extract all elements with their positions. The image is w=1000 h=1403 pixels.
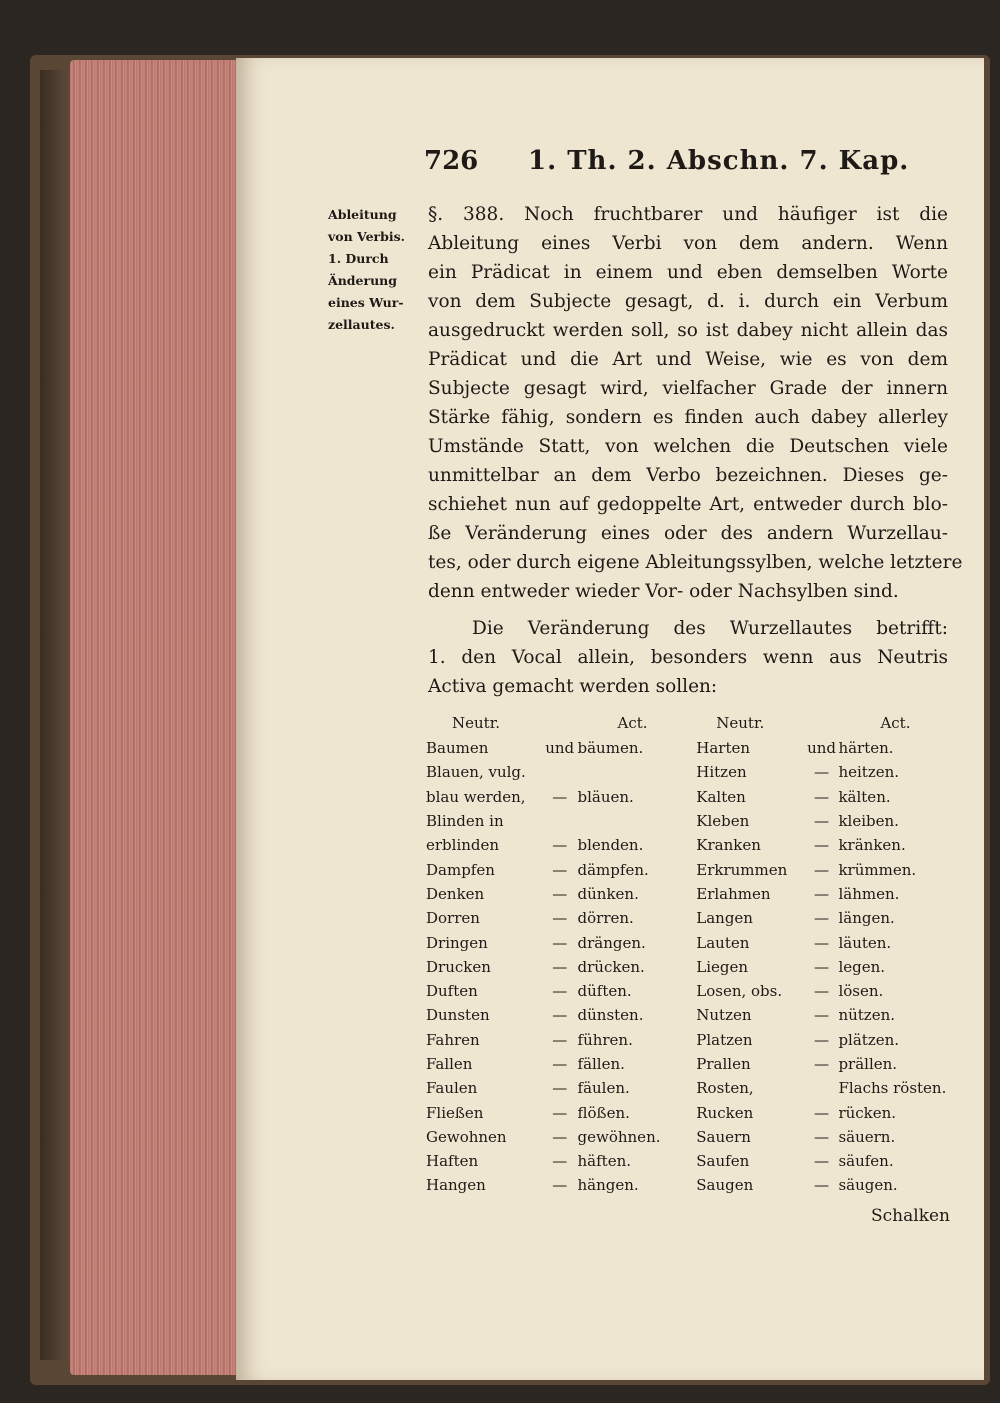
table-cell <box>578 760 691 784</box>
table-cell: blau werden, <box>426 787 526 806</box>
table-cell: Blinden in <box>426 812 504 831</box>
table-cell: dörren. <box>577 909 634 928</box>
table-cell: und <box>545 739 575 758</box>
table-cell: — <box>814 957 830 976</box>
table-cell: Fahren <box>426 1030 480 1049</box>
table-cell: — <box>814 1006 830 1025</box>
margin-note <box>328 204 416 336</box>
table-cell: prällen. <box>838 1055 898 1073</box>
table-cell: — <box>814 884 830 903</box>
page-edges <box>70 60 240 1375</box>
text-line: Umstände Statt, von welchen die Deutschen viele <box>428 436 948 457</box>
table-cell: — <box>814 909 830 928</box>
table-cell: Baumen <box>426 739 489 758</box>
table-row <box>426 809 966 833</box>
text-line: tes, oder durch eigene Ableitungssylben, welche letztere <box>428 552 963 573</box>
table-cell: heitzen. <box>838 763 900 782</box>
table-cell: säufen. <box>838 1152 894 1171</box>
table-cell <box>542 760 578 784</box>
table-cell: — <box>552 1152 568 1171</box>
table-cell: härten. <box>838 739 894 758</box>
table-cell: hängen. <box>577 1176 639 1195</box>
table-cell: — <box>552 1079 568 1098</box>
table-row <box>426 906 966 930</box>
table-cell: Dampfen <box>426 860 495 879</box>
margin-note-line: Ableitung <box>328 207 397 222</box>
table-cell <box>578 809 691 833</box>
margin-note-line: von Verbis. <box>328 229 406 244</box>
paragraph-vowel-change <box>428 614 948 701</box>
table-cell: — <box>552 1176 568 1195</box>
table-row <box>426 1076 966 1100</box>
page-number: 726 <box>424 146 479 176</box>
table-row <box>426 1125 966 1149</box>
text-line: schiehet nun auf gedoppelte Art, entweder durch blo- <box>428 494 948 515</box>
text-line: ausgedruckt werden soll, so ist dabey nicht allein das <box>428 320 948 341</box>
margin-note-line: Änderung <box>328 273 397 288</box>
table-cell: — <box>552 1055 568 1073</box>
table-cell: lähmen. <box>838 884 900 903</box>
table-cell: Harten <box>696 739 751 758</box>
table-cell: — <box>552 1103 568 1122</box>
table-cell: säugen. <box>838 1176 898 1195</box>
text-line: ein Prädicat in einem und eben demselben Worte <box>428 262 948 283</box>
paragraph-388 <box>428 200 963 606</box>
text-line: Subjecte gesagt wird, vielfacher Grade der innern <box>428 378 948 399</box>
table-cell: — <box>814 836 830 855</box>
table-cell: Rosten, <box>696 1079 754 1098</box>
table-cell: läuten. <box>838 933 892 952</box>
table-cell: Nutzen <box>696 1006 752 1025</box>
table-cell: — <box>552 836 568 855</box>
table-row <box>426 1100 966 1124</box>
table-cell: — <box>814 1030 830 1049</box>
table-cell: — <box>814 1176 830 1195</box>
table-cell: Gewohnen <box>426 1127 507 1146</box>
catchword: Schalken <box>871 1206 950 1226</box>
table-cell: Faulen <box>426 1079 478 1098</box>
table-cell: Rucken <box>696 1103 754 1122</box>
table-header-row <box>426 710 966 736</box>
table-cell: drängen. <box>577 933 646 952</box>
table-cell: und <box>807 739 836 758</box>
verb-table-body <box>426 736 966 1198</box>
table-cell: — <box>552 1006 568 1025</box>
column-header: Neutr. <box>716 714 765 732</box>
table-cell: Prallen <box>696 1055 751 1073</box>
margin-note-line: zellautes. <box>328 317 395 332</box>
table-row <box>426 955 966 979</box>
table-cell: plätzen. <box>838 1030 900 1049</box>
table-cell: — <box>814 763 830 782</box>
column-header: Neutr. <box>452 714 500 732</box>
table-cell: Losen, obs. <box>696 982 783 1001</box>
table-cell: krümmen. <box>838 860 917 879</box>
column-header <box>805 710 839 736</box>
table-cell: längen. <box>838 909 895 928</box>
text-line: 1. den Vocal allein, besonders wenn aus Neutris <box>428 647 948 668</box>
table-row <box>426 1052 966 1076</box>
table-cell: fäulen. <box>577 1079 630 1098</box>
table-cell: — <box>552 1030 568 1049</box>
table-cell: Lauten <box>696 933 750 952</box>
table-cell: Blauen, vulg. <box>426 763 526 782</box>
table-cell: Flachs rösten. <box>838 1079 947 1098</box>
table-cell: Saugen <box>696 1176 754 1195</box>
table-row <box>426 1173 966 1197</box>
table-cell: — <box>552 909 568 928</box>
table-cell: — <box>552 787 568 806</box>
table-cell: kränken. <box>838 836 906 855</box>
table-cell: Platzen <box>696 1030 753 1049</box>
table-row <box>426 785 966 809</box>
running-title: 1. Th. 2. Abschn. 7. Kap. <box>528 146 910 176</box>
table-row <box>426 833 966 857</box>
table-cell: Hitzen <box>696 763 747 782</box>
table-cell: — <box>552 957 568 976</box>
table-cell: flößen. <box>577 1103 630 1122</box>
table-row <box>426 857 966 881</box>
table-cell: Hangen <box>426 1176 486 1195</box>
verb-table <box>426 710 966 1198</box>
table-cell: — <box>552 884 568 903</box>
table-row <box>426 979 966 1003</box>
table-cell: blenden. <box>577 836 644 855</box>
table-cell: Liegen <box>696 957 749 976</box>
page-header <box>236 146 984 186</box>
table-cell: — <box>814 1103 830 1122</box>
text-line: unmittelbar an dem Verbo bezeichnen. Dieses ge- <box>428 465 948 486</box>
table-cell: rücken. <box>838 1103 897 1122</box>
table-cell: — <box>814 1152 830 1171</box>
table-row <box>426 1149 966 1173</box>
margin-note-line: eines Wur- <box>328 295 404 310</box>
table-cell: — <box>552 933 568 952</box>
table-cell: gewöhnen. <box>577 1127 661 1146</box>
text-line: Prädicat und die Art und Weise, wie es von dem <box>428 349 948 370</box>
table-cell: bäumen. <box>577 739 644 758</box>
table-cell: — <box>814 812 830 831</box>
table-cell: Dringen <box>426 933 488 952</box>
column-header <box>542 710 578 736</box>
table-cell: — <box>814 1055 830 1073</box>
table-row <box>426 930 966 954</box>
table-cell: bläuen. <box>577 787 634 806</box>
table-cell: lösen. <box>838 982 884 1001</box>
table-cell: Denken <box>426 884 485 903</box>
table-cell: — <box>814 860 830 879</box>
table-cell: Saufen <box>696 1152 750 1171</box>
table-cell: Fließen <box>426 1103 484 1122</box>
table-cell: dünken. <box>577 884 639 903</box>
table-cell: Fallen <box>426 1055 473 1073</box>
table-cell: Dunsten <box>426 1006 490 1025</box>
text-line: §. 388. Noch fruchtbarer und häufiger ist die <box>428 204 948 225</box>
table-cell: Sauern <box>696 1127 751 1146</box>
table-cell: häften. <box>577 1152 632 1171</box>
column-header: Act. <box>880 714 911 732</box>
table-cell: Kranken <box>696 836 761 855</box>
table-cell: kleiben. <box>838 812 899 831</box>
text-line: Ableitung eines Verbi von dem andern. Wenn <box>428 233 948 254</box>
text-line: Activa gemacht werden sollen: <box>428 676 718 697</box>
table-cell: Dorren <box>426 909 480 928</box>
table-row <box>426 882 966 906</box>
table-cell: fällen. <box>577 1055 625 1073</box>
table-cell: Drucken <box>426 957 491 976</box>
table-cell: Kleben <box>696 812 750 831</box>
margin-note-line: 1. Durch <box>328 251 389 266</box>
book-page <box>236 58 984 1380</box>
table-cell: düften. <box>577 982 632 1001</box>
table-cell: säuern. <box>838 1127 896 1146</box>
text-line: ße Veränderung eines oder des andern Wurzellau- <box>428 523 948 544</box>
table-cell: — <box>552 1127 568 1146</box>
table-cell: führen. <box>577 1030 633 1049</box>
table-cell: dämpfen. <box>577 860 649 879</box>
table-row <box>426 1003 966 1027</box>
table-cell: erblinden <box>426 836 500 855</box>
table-row <box>426 760 966 784</box>
table-cell: Kalten <box>696 787 746 806</box>
text-line: von dem Subjecte gesagt, d. i. durch ein Verbum <box>428 291 948 312</box>
table-cell <box>542 809 578 833</box>
table-cell: — <box>552 982 568 1001</box>
table-cell: drücken. <box>577 957 645 976</box>
column-header: Act. <box>617 714 648 732</box>
table-cell: Duften <box>426 982 478 1001</box>
table-cell: legen. <box>838 957 886 976</box>
text-line: Stärke fähig, sondern es finden auch dabey allerley <box>428 407 948 428</box>
text-line: Die Veränderung des Wurzellautes betrifft: <box>472 618 948 639</box>
table-cell: Haften <box>426 1152 479 1171</box>
table-cell: Erlahmen <box>696 884 771 903</box>
table-row <box>426 736 966 760</box>
table-cell: — <box>552 860 568 879</box>
table-cell: — <box>814 933 830 952</box>
table-cell: dünsten. <box>577 1006 644 1025</box>
text-line: denn entweder wieder Vor- oder Nachsylben sind. <box>428 581 899 602</box>
table-cell: — <box>814 1127 830 1146</box>
table-cell <box>805 1076 839 1100</box>
table-row <box>426 1028 966 1052</box>
table-cell: Erkrummen <box>696 860 788 879</box>
table-cell: nützen. <box>838 1006 896 1025</box>
table-cell: — <box>814 982 830 1001</box>
table-cell: kälten. <box>838 787 891 806</box>
table-cell: — <box>814 787 830 806</box>
table-cell: Langen <box>696 909 753 928</box>
